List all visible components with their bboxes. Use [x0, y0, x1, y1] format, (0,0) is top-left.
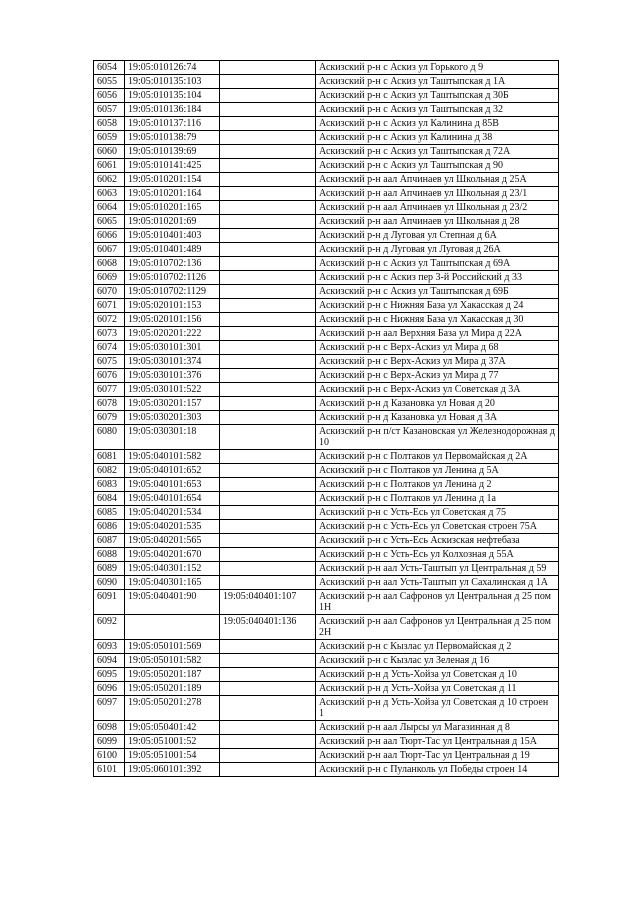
cadastral-number-2: [220, 327, 316, 341]
cadastral-number: 19:05:020201:222: [125, 327, 220, 341]
cadastral-number: 19:05:020101:153: [125, 299, 220, 313]
address: Аскизский р-н аал Апчинаев ул Школьная д 28: [316, 215, 559, 229]
row-number: 6089: [94, 562, 125, 576]
address: Аскизский р-н д Усть-Хойза ул Советская д 10: [316, 668, 559, 682]
address: Аскизский р-н с Полтаков ул Первомайская д 2А: [316, 450, 559, 464]
row-number: 6077: [94, 383, 125, 397]
row-number: 6076: [94, 369, 125, 383]
address: Аскизский р-н аал Апчинаев ул Школьная д 23/1: [316, 187, 559, 201]
row-number: 6100: [94, 749, 125, 763]
address: Аскизский р-н с Полтаков ул Ленина д 2: [316, 478, 559, 492]
row-number: 6066: [94, 229, 125, 243]
address: Аскизский р-н д Казановка ул Новая д 20: [316, 397, 559, 411]
address: Аскизский р-н аал Верхняя База ул Мира д 22А: [316, 327, 559, 341]
cadastral-number-2: [220, 285, 316, 299]
cadastral-number-2: [220, 243, 316, 257]
cadastral-number: 19:05:040401:90: [125, 590, 220, 615]
row-number: 6080: [94, 425, 125, 450]
cadastral-number: 19:05:040301:165: [125, 576, 220, 590]
table-row: [94, 721, 559, 735]
address: Аскизский р-н с Усть-Есь Аскизская нефтебаза: [316, 534, 559, 548]
table-row: [94, 145, 559, 159]
cadastral-number-2: [220, 548, 316, 562]
table-row: [94, 640, 559, 654]
table-row: [94, 341, 559, 355]
cadastral-number: 19:05:010135:103: [125, 75, 220, 89]
cadastral-number: 19:05:040101:582: [125, 450, 220, 464]
row-number: 6070: [94, 285, 125, 299]
cadastral-number: 19:05:050201:189: [125, 682, 220, 696]
cadastral-number-2: [220, 257, 316, 271]
table-row: [94, 173, 559, 187]
address: Аскизский р-н с Верх-Аскиз ул Мира д 68: [316, 341, 559, 355]
row-number: 6063: [94, 187, 125, 201]
address: Аскизский р-н аал Сафронов ул Центральная д 25 пом 1Н: [316, 590, 559, 615]
address: Аскизский р-н с Аскиз ул Таштыпская д 72А: [316, 145, 559, 159]
table-row: [94, 576, 559, 590]
row-number: 6056: [94, 89, 125, 103]
cadastral-number-2: [220, 383, 316, 397]
row-number: 6094: [94, 654, 125, 668]
cadastral-number-2: [220, 201, 316, 215]
row-number: 6098: [94, 721, 125, 735]
address: Аскизский р-н аал Апчинаев ул Школьная д 25А: [316, 173, 559, 187]
cadastral-number: 19:05:060101:392: [125, 763, 220, 777]
cadastral-number-2: [220, 355, 316, 369]
table-row: [94, 383, 559, 397]
cadastral-number-2: [220, 75, 316, 89]
address: Аскизский р-н аал Апчинаев ул Школьная д 23/2: [316, 201, 559, 215]
cadastral-number: 19:05:050201:278: [125, 696, 220, 721]
cadastral-number: 19:05:040101:654: [125, 492, 220, 506]
table-row: [94, 369, 559, 383]
row-number: 6096: [94, 682, 125, 696]
address: Аскизский р-н аал Тюрт-Тас ул Центральная д 19: [316, 749, 559, 763]
address: Аскизский р-н с Нижняя База ул Хакасская д 30: [316, 313, 559, 327]
table-row: [94, 61, 559, 75]
row-number: 6069: [94, 271, 125, 285]
cadastral-number-2: [220, 411, 316, 425]
row-number: 6090: [94, 576, 125, 590]
address: Аскизский р-н с Аскиз ул Калинина д 38: [316, 131, 559, 145]
cadastral-number: 19:05:010136:184: [125, 103, 220, 117]
table-row: [94, 735, 559, 749]
address: Аскизский р-н с Верх-Аскиз ул Мира д 37А: [316, 355, 559, 369]
row-number: 6054: [94, 61, 125, 75]
cadastral-number: 19:05:050101:582: [125, 654, 220, 668]
table-row: [94, 355, 559, 369]
cadastral-number: 19:05:010201:164: [125, 187, 220, 201]
address: Аскизский р-н аал Лырсы ул Магазинная д 8: [316, 721, 559, 735]
address: Аскизский р-н с Полтаков ул Ленина д 5А: [316, 464, 559, 478]
cadastral-number-2: [220, 313, 316, 327]
table-row: [94, 131, 559, 145]
address: Аскизский р-н д Усть-Хойза ул Советская д 11: [316, 682, 559, 696]
cadastral-number: 19:05:051001:52: [125, 735, 220, 749]
row-number: 6071: [94, 299, 125, 313]
table-row: [94, 506, 559, 520]
table-row: [94, 548, 559, 562]
cadastral-number: 19:05:030101:522: [125, 383, 220, 397]
cadastral-number: 19:05:010139:69: [125, 145, 220, 159]
row-number: 6065: [94, 215, 125, 229]
row-number: 6073: [94, 327, 125, 341]
cadastral-number: 19:05:050201:187: [125, 668, 220, 682]
registry-table-body: [94, 61, 559, 777]
cadastral-number: 19:05:010201:154: [125, 173, 220, 187]
cadastral-number: 19:05:010141:425: [125, 159, 220, 173]
cadastral-number: 19:05:010137:116: [125, 117, 220, 131]
row-number: 6057: [94, 103, 125, 117]
row-number: 6097: [94, 696, 125, 721]
address: Аскизский р-н д Луговая ул Луговая д 26А: [316, 243, 559, 257]
address: Аскизский р-н с Аскиз ул Калинина д 85В: [316, 117, 559, 131]
registry-table: [93, 60, 559, 777]
cadastral-number: 19:05:030101:376: [125, 369, 220, 383]
address: Аскизский р-н аал Сафронов ул Центральная д 25 пом 2Н: [316, 615, 559, 640]
row-number: 6092: [94, 615, 125, 640]
address: Аскизский р-н п/ст Казановская ул Железнодорожная д 10: [316, 425, 559, 450]
table-row: [94, 464, 559, 478]
cadastral-number-2: [220, 654, 316, 668]
cadastral-number: 19:05:030301:18: [125, 425, 220, 450]
cadastral-number: 19:05:010702:1126: [125, 271, 220, 285]
row-number: 6075: [94, 355, 125, 369]
table-row: [94, 749, 559, 763]
table-row: [94, 75, 559, 89]
address: Аскизский р-н д Казановка ул Новая д 3А: [316, 411, 559, 425]
row-number: 6079: [94, 411, 125, 425]
row-number: 6081: [94, 450, 125, 464]
cadastral-number-2: [220, 397, 316, 411]
cadastral-number-2: [220, 735, 316, 749]
address: Аскизский р-н аал Тюрт-Тас ул Центральная д 15А: [316, 735, 559, 749]
cadastral-number: 19:05:040201:670: [125, 548, 220, 562]
cadastral-number: 19:05:030201:303: [125, 411, 220, 425]
row-number: 6055: [94, 75, 125, 89]
cadastral-number: 19:05:040201:565: [125, 534, 220, 548]
cadastral-number-2: [220, 696, 316, 721]
table-row: [94, 243, 559, 257]
cadastral-number-2: [220, 576, 316, 590]
row-number: 6086: [94, 520, 125, 534]
table-row: [94, 615, 559, 640]
cadastral-number: 19:05:010126:74: [125, 61, 220, 75]
cadastral-number-2: [220, 640, 316, 654]
cadastral-number-2: [220, 131, 316, 145]
cadastral-number-2: [220, 464, 316, 478]
cadastral-number-2: [220, 534, 316, 548]
table-row: [94, 668, 559, 682]
table-row: [94, 696, 559, 721]
table-row: [94, 763, 559, 777]
address: Аскизский р-н с Усть-Есь ул Колхозная д 55А: [316, 548, 559, 562]
cadastral-number-2: [220, 159, 316, 173]
row-number: 6078: [94, 397, 125, 411]
cadastral-number: 19:05:010702:1129: [125, 285, 220, 299]
row-number: 6058: [94, 117, 125, 131]
cadastral-number-2: [220, 506, 316, 520]
row-number: 6084: [94, 492, 125, 506]
address: Аскизский р-н с Аскиз ул Таштыпская д 1А: [316, 75, 559, 89]
cadastral-number-2: [220, 117, 316, 131]
row-number: 6085: [94, 506, 125, 520]
address: Аскизский р-н с Верх-Аскиз ул Советская д 3А: [316, 383, 559, 397]
table-row: [94, 562, 559, 576]
cadastral-number: 19:05:040101:653: [125, 478, 220, 492]
table-row: [94, 215, 559, 229]
cadastral-number: 19:05:010135:104: [125, 89, 220, 103]
cadastral-number-2: [220, 229, 316, 243]
address: Аскизский р-н с Аскиз ул Таштыпская д 69Б: [316, 285, 559, 299]
row-number: 6101: [94, 763, 125, 777]
table-row: [94, 450, 559, 464]
cadastral-number: 19:05:020101:156: [125, 313, 220, 327]
cadastral-number-2: [220, 749, 316, 763]
row-number: 6068: [94, 257, 125, 271]
cadastral-number-2: [220, 425, 316, 450]
address: Аскизский р-н с Пуланколь ул Победы строен 14: [316, 763, 559, 777]
row-number: 6074: [94, 341, 125, 355]
cadastral-number: 19:05:051001:54: [125, 749, 220, 763]
table-row: [94, 159, 559, 173]
row-number: 6082: [94, 464, 125, 478]
address: Аскизский р-н аал Усть-Таштып ул Центральная д 59: [316, 562, 559, 576]
address: Аскизский р-н с Нижняя База ул Хакасская д 24: [316, 299, 559, 313]
cadastral-number-2: [220, 271, 316, 285]
table-row: [94, 397, 559, 411]
row-number: 6091: [94, 590, 125, 615]
row-number: 6067: [94, 243, 125, 257]
cadastral-number: 19:05:050401:42: [125, 721, 220, 735]
cadastral-number-2: [220, 562, 316, 576]
address: Аскизский р-н с Кызлас ул Первомайская д 2: [316, 640, 559, 654]
row-number: 6088: [94, 548, 125, 562]
table-row: [94, 411, 559, 425]
table-row: [94, 89, 559, 103]
row-number: 6064: [94, 201, 125, 215]
cadastral-number-2: [220, 61, 316, 75]
row-number: 6060: [94, 145, 125, 159]
address: Аскизский р-н с Аскиз ул Таштыпская д 90: [316, 159, 559, 173]
row-number: 6061: [94, 159, 125, 173]
cadastral-number-2: [220, 103, 316, 117]
address: Аскизский р-н с Аскиз ул Таштыпская д 32: [316, 103, 559, 117]
row-number: 6099: [94, 735, 125, 749]
cadastral-number-2: [220, 299, 316, 313]
address: Аскизский р-н с Усть-Есь ул Советская строен 75А: [316, 520, 559, 534]
table-row: [94, 425, 559, 450]
address: Аскизский р-н с Верх-Аскиз ул Мира д 77: [316, 369, 559, 383]
table-row: [94, 682, 559, 696]
cadastral-number: 19:05:050101:569: [125, 640, 220, 654]
row-number: 6093: [94, 640, 125, 654]
address: Аскизский р-н с Аскиз ул Таштыпская д 30Б: [316, 89, 559, 103]
cadastral-number-2: [220, 187, 316, 201]
cadastral-number-2: [220, 450, 316, 464]
address: Аскизский р-н с Аскиз пер 3-й Российский д 33: [316, 271, 559, 285]
table-row: [94, 271, 559, 285]
table-row: [94, 478, 559, 492]
table-row: [94, 327, 559, 341]
cadastral-number-2: [220, 721, 316, 735]
cadastral-number: 19:05:040101:652: [125, 464, 220, 478]
row-number: 6059: [94, 131, 125, 145]
table-row: [94, 520, 559, 534]
cadastral-number: 19:05:040201:534: [125, 506, 220, 520]
cadastral-number-2: [220, 668, 316, 682]
row-number: 6062: [94, 173, 125, 187]
cadastral-number-2: [220, 763, 316, 777]
table-row: [94, 492, 559, 506]
cadastral-number-2: [220, 173, 316, 187]
cadastral-number-2: [220, 520, 316, 534]
cadastral-number: 19:05:010138:79: [125, 131, 220, 145]
table-row: [94, 534, 559, 548]
cadastral-number-2: [220, 89, 316, 103]
cadastral-number: 19:05:010702:136: [125, 257, 220, 271]
cadastral-number: 19:05:030101:374: [125, 355, 220, 369]
row-number: 6072: [94, 313, 125, 327]
cadastral-number: 19:05:010401:403: [125, 229, 220, 243]
table-row: [94, 103, 559, 117]
cadastral-number-2: [220, 682, 316, 696]
address: Аскизский р-н с Полтаков ул Ленина д 1а: [316, 492, 559, 506]
address: Аскизский р-н д Луговая ул Степная д 6А: [316, 229, 559, 243]
table-row: [94, 229, 559, 243]
address: Аскизский р-н с Кызлас ул Зеленая д 16: [316, 654, 559, 668]
address: Аскизский р-н с Аскиз ул Таштыпская д 69А: [316, 257, 559, 271]
cadastral-number-2: 19:05:040401:107: [220, 590, 316, 615]
cadastral-number-2: [220, 478, 316, 492]
cadastral-number: 19:05:040301:152: [125, 562, 220, 576]
row-number: 6083: [94, 478, 125, 492]
table-row: [94, 285, 559, 299]
cadastral-number-2: 19:05:040401:136: [220, 615, 316, 640]
cadastral-number: 19:05:010201:165: [125, 201, 220, 215]
table-row: [94, 117, 559, 131]
cadastral-number: 19:05:030101:301: [125, 341, 220, 355]
cadastral-number: 19:05:040201:535: [125, 520, 220, 534]
cadastral-number-2: [220, 341, 316, 355]
cadastral-number-2: [220, 145, 316, 159]
address: Аскизский р-н аал Усть-Таштып ул Сахалинская д 1А: [316, 576, 559, 590]
table-row: [94, 299, 559, 313]
cadastral-number: 19:05:030201:157: [125, 397, 220, 411]
row-number: 6095: [94, 668, 125, 682]
cadastral-number-2: [220, 215, 316, 229]
cadastral-number-2: [220, 369, 316, 383]
table-row: [94, 257, 559, 271]
cadastral-number: [125, 615, 220, 640]
cadastral-number: 19:05:010201:69: [125, 215, 220, 229]
table-row: [94, 654, 559, 668]
cadastral-number-2: [220, 492, 316, 506]
row-number: 6087: [94, 534, 125, 548]
table-row: [94, 201, 559, 215]
table-row: [94, 313, 559, 327]
table-row: [94, 187, 559, 201]
address: Аскизский р-н с Усть-Есь ул Советская д 75: [316, 506, 559, 520]
table-row: [94, 590, 559, 615]
address: Аскизский р-н д Усть-Хойза ул Советская д 10 строен 1: [316, 696, 559, 721]
address: Аскизский р-н с Аскиз ул Горького д 9: [316, 61, 559, 75]
cadastral-number: 19:05:010401:489: [125, 243, 220, 257]
